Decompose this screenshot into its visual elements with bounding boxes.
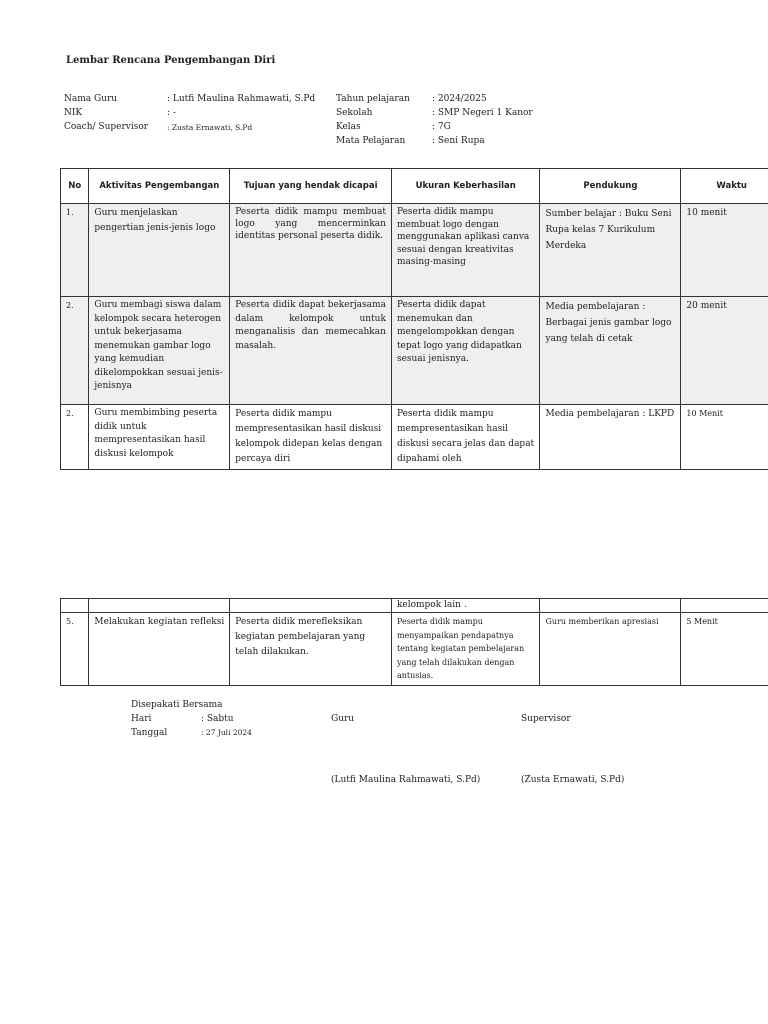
cell-pendukung: Sumber belajar : Buku Seni Rupa kelas 7 Kurikulum Merdeka	[540, 204, 681, 297]
cell-pendukung	[540, 599, 681, 613]
cell-waktu	[681, 599, 768, 613]
cell-no	[61, 599, 89, 613]
plan-table	[60, 168, 768, 470]
cell-waktu: 10 menit	[681, 204, 768, 297]
header-aktivitas: Aktivitas Pengembangan	[89, 169, 230, 204]
cell-pendukung: Guru memberikan apresiasi	[540, 613, 681, 686]
table-row	[61, 613, 768, 686]
cell-aktivitas: Guru membagi siswa dalam kelompok secara heterogen untuk bekerjasama menemukan gambar logo yang kemudian dikelompokkan sesuai jenis-jenisnya	[89, 297, 230, 405]
cell-aktivitas: Melakukan kegiatan refleksi	[89, 613, 230, 686]
plan-table-continued	[60, 598, 768, 686]
cell-ukuran-continued: kelompok lain .	[391, 599, 540, 613]
cell-tujuan: Peserta didik merefleksikan kegiatan pembelajaran yang telah dilakukan.	[230, 613, 392, 686]
identity-value: : Seni Rupa	[432, 136, 485, 146]
cell-no: 1.	[61, 204, 89, 297]
header-waktu: Waktu	[681, 169, 768, 204]
cell-ukuran: Peserta didik dapat menemukan dan mengelompokkan dengan tepat logo yang didapatkan sesuai jenisnya.	[391, 297, 540, 405]
agreement-heading: Disepakati Bersama	[131, 700, 223, 710]
header-pendukung: Pendukung	[540, 169, 681, 204]
identity-value: : -	[167, 108, 176, 118]
cell-no: 2.	[61, 297, 89, 405]
identity-label: Kelas	[336, 122, 361, 132]
table-row	[61, 599, 768, 613]
header-tujuan: Tujuan yang hendak dicapai	[230, 169, 392, 204]
identity-value: : 7G	[432, 122, 451, 132]
identity-label: Nama Guru	[64, 94, 118, 104]
identity-value: : 2024/2025	[432, 94, 487, 104]
cell-aktivitas: Guru menjelaskan pengertian jenis-jenis logo	[89, 204, 230, 297]
guru-label: Guru	[331, 714, 355, 724]
header-ukuran: Ukuran Keberhasilan	[391, 169, 540, 204]
hari-label: Hari	[131, 714, 152, 724]
cell-pendukung: Media pembelajaran : Berbagai jenis gambar logo yang telah di cetak	[540, 297, 681, 405]
tanggal-label: Tanggal	[131, 728, 168, 738]
hari-value: : Sabtu	[201, 714, 234, 724]
identity-label: NIK	[64, 108, 83, 118]
identity-value: : Zusta Ernawati, S.Pd	[167, 123, 253, 132]
identity-label: Coach/ Supervisor	[64, 122, 149, 132]
cell-waktu: 20 menit	[681, 297, 768, 405]
cell-ukuran: Peserta didik mampu menyampaikan pendapatnya tentang kegiatan pembelajaran yang telah dilakukan dengan antusias.	[391, 613, 540, 686]
header-no: No	[61, 169, 89, 204]
identity-label: Mata Pelajaran	[336, 136, 406, 146]
cell-tujuan: Peserta didik mampu mempresentasikan hasil diskusi kelompok didepan kelas dengan percaya diri	[230, 405, 392, 470]
cell-tujuan	[230, 599, 392, 613]
table-row	[61, 297, 768, 405]
cell-aktivitas	[89, 599, 230, 613]
table-row	[61, 204, 768, 297]
cell-waktu: 10 Menit	[681, 405, 768, 470]
cell-waktu: 5 Menit	[681, 613, 768, 686]
supervisor-signature-name: (Zusta Ernawati, S.Pd)	[521, 775, 625, 785]
cell-no: 5.	[61, 613, 89, 686]
cell-ukuran: Peserta didik mampu mempresentasikan hasil diskusi secara jelas dan dapat dipahami oleh	[391, 405, 540, 470]
guru-signature-name: (Lutfi Maulina Rahmawati, S.Pd)	[331, 775, 481, 785]
identity-label: Sekolah	[336, 108, 373, 118]
identity-label: Tahun pelajaran	[336, 94, 410, 104]
cell-no: 2.	[61, 405, 89, 470]
document-title: Lembar Rencana Pengembangan Diri	[66, 55, 276, 66]
tanggal-value: : 27 Juli 2024	[201, 728, 252, 737]
cell-tujuan: Peserta didik dapat bekerjasama dalam kelompok untuk menganalisis dan memecahkan masalah.	[230, 297, 392, 405]
table-row	[61, 405, 768, 470]
cell-tujuan: Peserta didik mampu membuat logo yang mencerminkan identitas personal peserta didik.	[230, 204, 392, 297]
cell-ukuran: Peserta didik mampu membuat logo dengan menggunakan aplikasi canva sesuai dengan kreativitas masing-masing	[391, 204, 540, 297]
cell-pendukung: Media pembelajaran : LKPD	[540, 405, 681, 470]
supervisor-label: Supervisor	[521, 714, 571, 724]
cell-aktivitas: Guru membimbing peserta didik untuk mempresentasikan hasil diskusi kelompok	[89, 405, 230, 470]
identity-value: : SMP Negeri 1 Kanor	[432, 108, 533, 118]
table-header-row	[61, 169, 768, 204]
identity-value: : Lutfi Maulina Rahmawati, S.Pd	[167, 94, 316, 104]
